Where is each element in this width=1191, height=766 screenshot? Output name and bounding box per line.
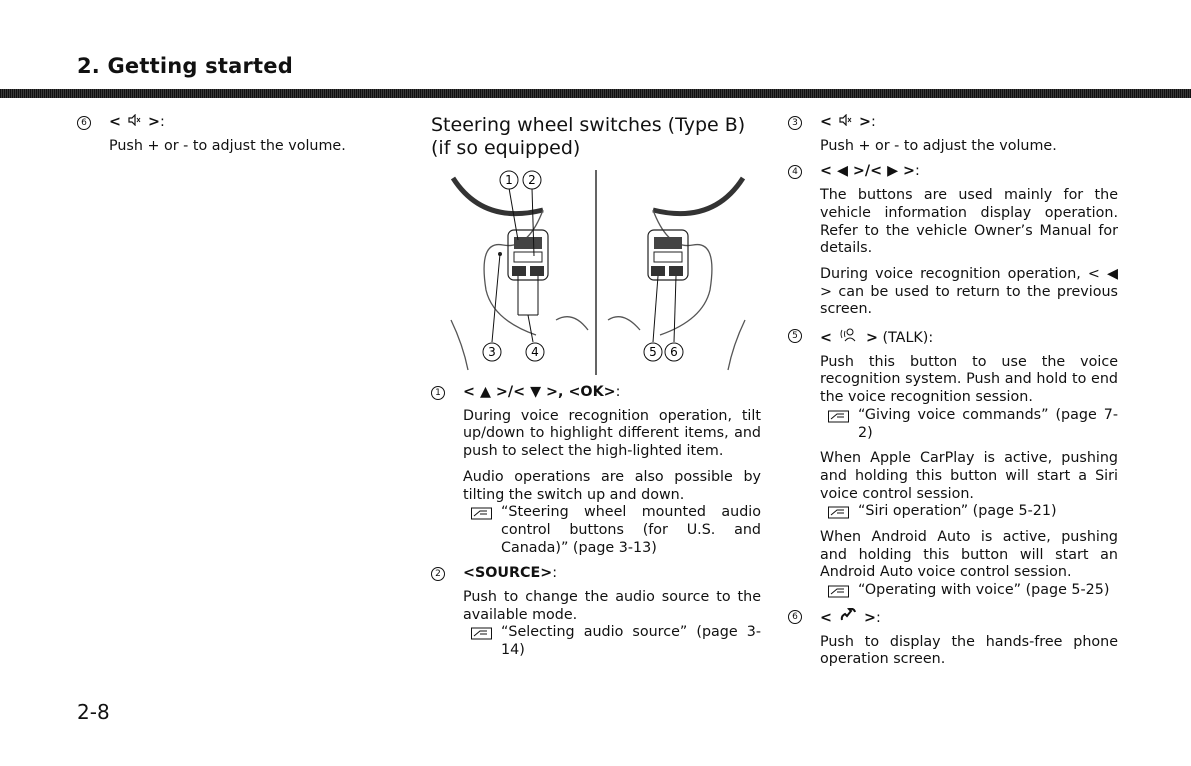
item-6-volume: 6 < >: Push + or - to adjust the volume. — [77, 114, 377, 155]
reference-pointer-icon — [471, 627, 493, 640]
item-text: Push to display the hands-free phone operation screen. — [820, 633, 1118, 668]
switch-4a — [512, 266, 526, 276]
item-text: Audio operations are also possible by tilting the switch up and down. — [463, 468, 761, 503]
item-number: 6 — [77, 116, 91, 130]
item-text: When Android Auto is active, pushing and holding this button will start an Android Auto voice control session. — [820, 529, 1118, 581]
steering-switch-figure — [448, 170, 748, 375]
page-reference: “Steering wheel mounted audio control buttons (for U.S. and Canada)” (page 3-13) — [463, 504, 761, 557]
item-number: 5 — [788, 329, 802, 343]
switch-4b — [530, 266, 544, 276]
switch-5 — [651, 266, 665, 276]
svg-text:6: 6 — [670, 345, 678, 359]
svg-text:5: 5 — [649, 345, 657, 359]
item-text: When Apple CarPlay is active, pushing and holding this button will start a Siri voice control session. — [820, 450, 1118, 502]
column-3 — [788, 114, 1118, 677]
key-label: < > — [820, 330, 878, 346]
page-reference: “Selecting audio source” (page 3-14) — [463, 624, 761, 659]
item-2-source: 2 <SOURCE>: Push to change the audio source to the available mode. “Selecting audio source” (page 3-14) — [431, 565, 761, 660]
phone-icon — [839, 608, 857, 628]
key-label: < ◀ >/< ▶ > — [820, 163, 916, 180]
svg-text:2: 2 — [528, 173, 536, 187]
page-title: 2. Getting started — [77, 54, 293, 78]
switch-3 — [654, 237, 682, 249]
item-6-phone: 6 < >: Push to display the hands-free phone operation screen. — [788, 608, 1118, 669]
item-5-talk: 5 < > (TALK): Push this button to use the voice recognition system. Push and hold to end the voice recognition session. “Giving voice commands” (page 7-2) When Apple CarPlay is active, pushing and holding this button will start a Siri voice control session. “Siri operation” (page 5-21) When Android Auto is active, pushing and holding this button will start an Android Auto voice control session. “Operating with voice” (page 5-25) — [788, 327, 1118, 600]
key-label: < > — [820, 609, 876, 626]
item-number: 4 — [788, 165, 802, 179]
item-text: Push + or - to adjust the volume. — [820, 137, 1057, 154]
key-label: < > — [820, 114, 871, 130]
reference-pointer-icon — [828, 506, 850, 519]
switch-2 — [514, 252, 542, 262]
key-label: < > — [109, 114, 160, 130]
page-number: 2-8 — [77, 700, 110, 724]
item-text: The buttons are used mainly for the vehicle information display operation. Refer to the vehicle Owner’s Manual for details. — [820, 187, 1118, 257]
switch-6 — [669, 266, 683, 276]
column-1 — [77, 114, 377, 163]
header-rule — [0, 89, 1191, 98]
page-reference: “Operating with voice” (page 5-25) — [820, 582, 1118, 600]
speaker-icon — [128, 114, 141, 132]
item-3-volume: 3 < >: Push + or - to adjust the volume. — [788, 114, 1118, 155]
page-reference: “Giving voice commands” (page 7-2) — [820, 407, 1118, 442]
item-number: 3 — [788, 116, 802, 130]
item-number: 2 — [431, 567, 445, 581]
item-text: Push to change the audio source to the available mode. — [463, 589, 761, 623]
item-number: 1 — [431, 386, 445, 400]
svg-text:1: 1 — [505, 173, 513, 187]
item-1-tilt: 1 < ▲ >/< ▼ >, <OK>: During voice recognition operation, tilt up/down to highlight different items, and push to select the high-lighted item. Audio operations are also possible by tilting the switch up and down. “Steering wheel mounted audio control buttons (for U.S. and Canada)” (page 3-13) — [431, 384, 761, 557]
talk-icon — [839, 327, 859, 348]
reference-pointer-icon — [471, 507, 493, 520]
speaker-icon — [839, 114, 852, 132]
item-text: During voice recognition operation, < ◀ > can be used to return to the previous screen. — [820, 265, 1118, 318]
column-2 — [431, 114, 761, 668]
item-number: 6 — [788, 610, 802, 624]
key-label: < ▲ >/< ▼ >, <OK> — [463, 384, 616, 400]
item-text: Push this button to use the voice recognition system. Push and hold to end the voice recognition session. — [820, 353, 1118, 406]
item-text: Push + or - to adjust the volume. — [109, 137, 346, 154]
reference-pointer-icon — [828, 410, 850, 423]
item-4-arrows: 4 < ◀ >/< ▶ >: The buttons are used mainly for the vehicle information display operation. Refer to the vehicle Owner’s Manual for details. During voice recognition operation, < ◀ > can be used to return to the previous screen. — [788, 163, 1118, 319]
key-label: <SOURCE> — [463, 565, 553, 582]
right-rim-arc — [653, 178, 743, 214]
section-title: Steering wheel switches (Type B) (if so equipped) — [431, 114, 746, 159]
svg-text:3: 3 — [488, 345, 496, 359]
svg-text:4: 4 — [531, 345, 539, 359]
item-text: During voice recognition operation, tilt up/down to highlight different items, and push to select the high-lighted item. — [463, 407, 761, 460]
reference-pointer-icon — [828, 585, 850, 598]
page-reference: “Siri operation” (page 5-21) — [820, 503, 1118, 521]
